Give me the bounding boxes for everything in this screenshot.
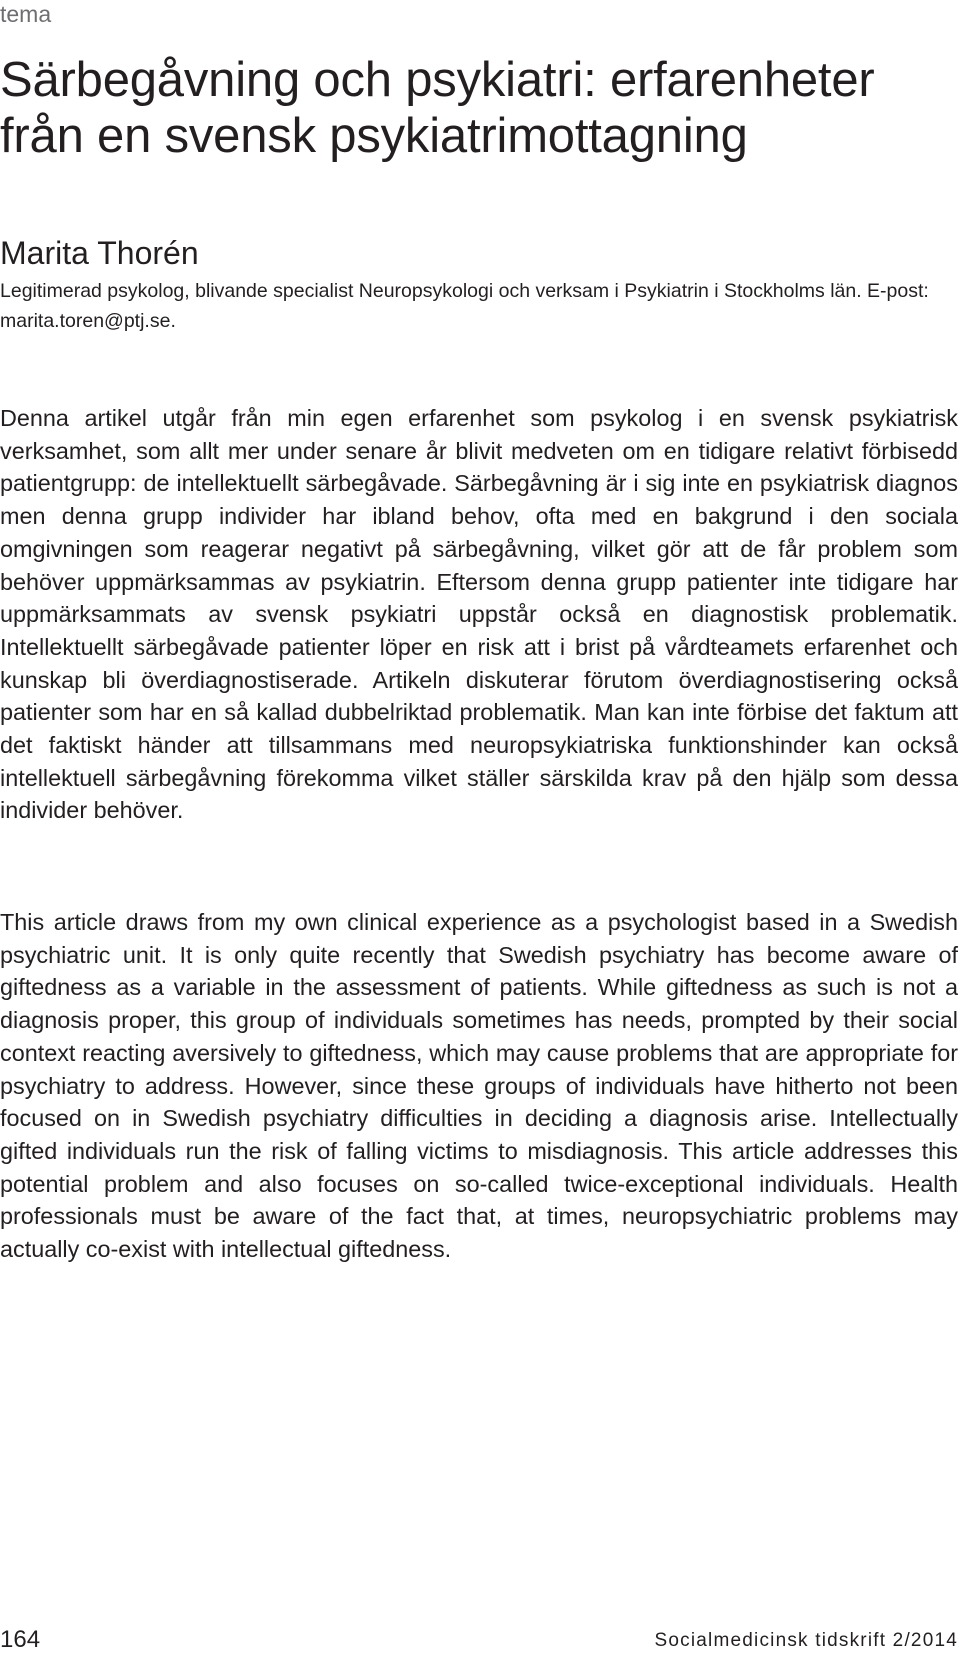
article-title: Särbegåvning och psykiatri: erfarenheter från en svensk psykiatrimottagning [0, 53, 875, 163]
page-number: 164 [0, 1626, 41, 1653]
abstract-swedish: Denna artikel utgår från min egen erfarenhet som psykolog i en svensk psykiatrisk verksamhet, som allt mer under senare år blivit medveten om en tidigare relativt förbisedd patientgrupp: de intellektuellt särbegåvade. Särbegåvning är i sig inte en psykiatrisk diagnos men denna grupp individer har ibland behov, ofta med en bakgrund i den sociala omgivningen som reagerar negativt på särbegåvning, vilket gör att de får problem som behöver uppmärksammas av psykiatrin. Eftersom denna grupp patienter inte tidigare har uppmärksammats av svensk psykiatri uppstår också en diagnostisk problematik. Intellektuellt särbegåvade patienter löper en risk att i brist på vårdteamets erfarenhet och kunskap bli överdiagnostiserade. Artikeln diskuterar förutom överdiagnostisering också patienter som har en så kallad dubbelriktad problematik. Man kan inte förbise det faktum att det faktiskt händer att tillsammans med neuropsykiatriska funktionshinder kan också intellektuell särbegåvning förekomma vilket ställer särskilda krav på den hjälp som dessa individer behöver. [0, 405, 958, 824]
abstract-english: This article draws from my own clinical experience as a psychologist based in a Swedish psychiatric unit. It is only quite recently that Swedish psychiatry has become aware of giftedness as a variable in the assessment of patients. While giftedness as such is not a diagnosis proper, this group of individuals sometimes has needs, prompted by their social context reacting aversively to giftedness, which may cause problems that are appropriate for psychiatry to address. However, since these groups of individuals have hitherto not been focused on in Swedish psychiatry difficulties in deciding a diagnosis arise. Intellectually gifted individuals run the risk of falling victims to misdiagnosis. This article addresses this potential problem and also focuses on so-called twice-exceptional individuals. Health professionals must be aware of the fact that, at times, neuropsychiatric problems may actually co-exist with intellectual giftedness. [0, 909, 958, 1263]
section-tag: tema [0, 1, 52, 27]
page-footer [0, 1622, 958, 1654]
journal-name: Socialmedicinsk tidskrift 2/2014 [654, 1630, 958, 1651]
author-affiliation: Legitimerad psykolog, blivande specialist Neuropsykologi och verksam i Psykiatrin i Stockholms län. E-post: marita.toren@ptj.se. [0, 280, 929, 332]
author-name: Marita Thorén [0, 235, 199, 271]
